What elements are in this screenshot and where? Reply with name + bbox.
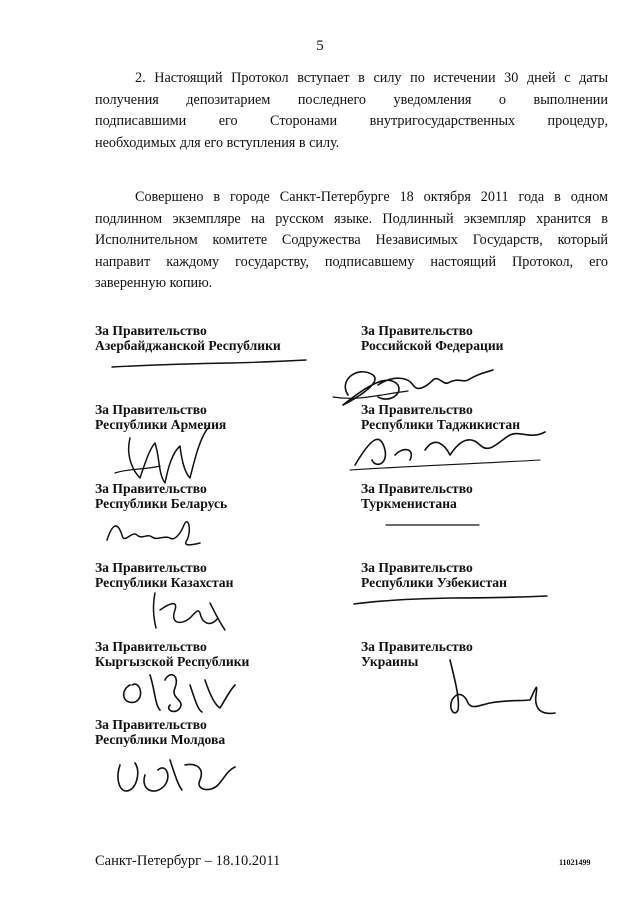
signatory-line1: За Правительство — [361, 639, 473, 654]
signatory-line1: За Правительство — [361, 560, 473, 575]
signatory-uzbekistan — [361, 560, 507, 590]
signature-kazakhstan — [140, 588, 240, 633]
paragraph-line: получения депозитарием последнего уведомления о выполнении — [95, 91, 608, 108]
signatory-line1: За Правительство — [361, 323, 473, 338]
signatory-line2: Туркменистана — [361, 496, 457, 511]
signatory-kazakhstan — [95, 560, 233, 590]
signatory-azerbaijan — [95, 323, 281, 353]
signature-line-azerbaijan — [110, 355, 310, 375]
paragraph-line: Совершено в городе Санкт-Петербурге 18 октября 2011 года в одном — [135, 189, 608, 205]
signatory-line2: Республики Молдова — [95, 732, 226, 747]
signatory-line2: Российской Федерации — [361, 338, 504, 353]
paragraph-done-at — [95, 187, 608, 295]
signature-line-uzbekistan — [352, 590, 552, 610]
page-number: 5 — [316, 38, 324, 54]
signatory-line2: Украины — [361, 654, 419, 669]
paragraph-line: 2. Настоящий Протокол вступает в силу по истечении 30 дней с даты — [135, 70, 608, 86]
signatory-line2: Республики Узбекистан — [361, 575, 507, 590]
signatory-line2: Республики Армения — [95, 417, 227, 432]
signatory-line2: Азербайджанской Республики — [95, 338, 281, 353]
signatory-turkmenistan — [361, 481, 473, 511]
signatory-line1: За Правительство — [95, 481, 207, 496]
paragraph-line: подписавшими его Сторонами внутригосударственных процедур, — [95, 113, 608, 129]
paragraph-line: подлинном экземпляре на русском языке. Подлинный экземпляр хранится в — [95, 210, 608, 227]
footer-doc-code: 11021499 — [559, 858, 591, 867]
signatory-line1: За Правительство — [95, 402, 207, 417]
signature-armenia — [110, 418, 220, 493]
paragraph-line: направит каждому государству, подписавшему настоящий Протокол, его — [95, 253, 608, 270]
signatory-russia — [361, 323, 504, 353]
signature-kyrgyzstan — [110, 660, 260, 720]
signatory-line2: Республики Казахстан — [95, 575, 234, 590]
signatory-line1: За Правительство — [95, 639, 207, 654]
signature-tajikistan — [350, 420, 550, 475]
signatory-line2: Кыргызской Республики — [95, 654, 250, 669]
signatory-line2: Республики Беларусь — [95, 496, 228, 511]
paragraph-line: Исполнительном комитете Содружества Независимых Государств, который — [95, 232, 608, 248]
signature-ukraine — [430, 655, 560, 720]
signature-moldova — [110, 745, 240, 805]
paragraph-line: необходимых для его вступления в силу. — [95, 134, 340, 151]
footer-place-date: Санкт-Петербург – 18.10.2011 — [95, 853, 281, 869]
signatory-line1: За Правительство — [95, 560, 207, 575]
signatory-line1: За Правительство — [95, 717, 207, 732]
paragraph-entry-into-force — [95, 68, 608, 154]
signature-russia — [318, 355, 498, 415]
signature-line-turkmenistan — [384, 518, 484, 530]
signatory-moldova — [95, 717, 225, 747]
paragraph-line: заверенную копию. — [95, 275, 213, 291]
signature-belarus — [102, 505, 202, 555]
signatory-line1: За Правительство — [361, 402, 473, 417]
signatory-line1: За Правительство — [95, 323, 207, 338]
signatory-line1: За Правительство — [361, 481, 473, 496]
signatory-line2: Республики Таджикистан — [361, 417, 521, 432]
